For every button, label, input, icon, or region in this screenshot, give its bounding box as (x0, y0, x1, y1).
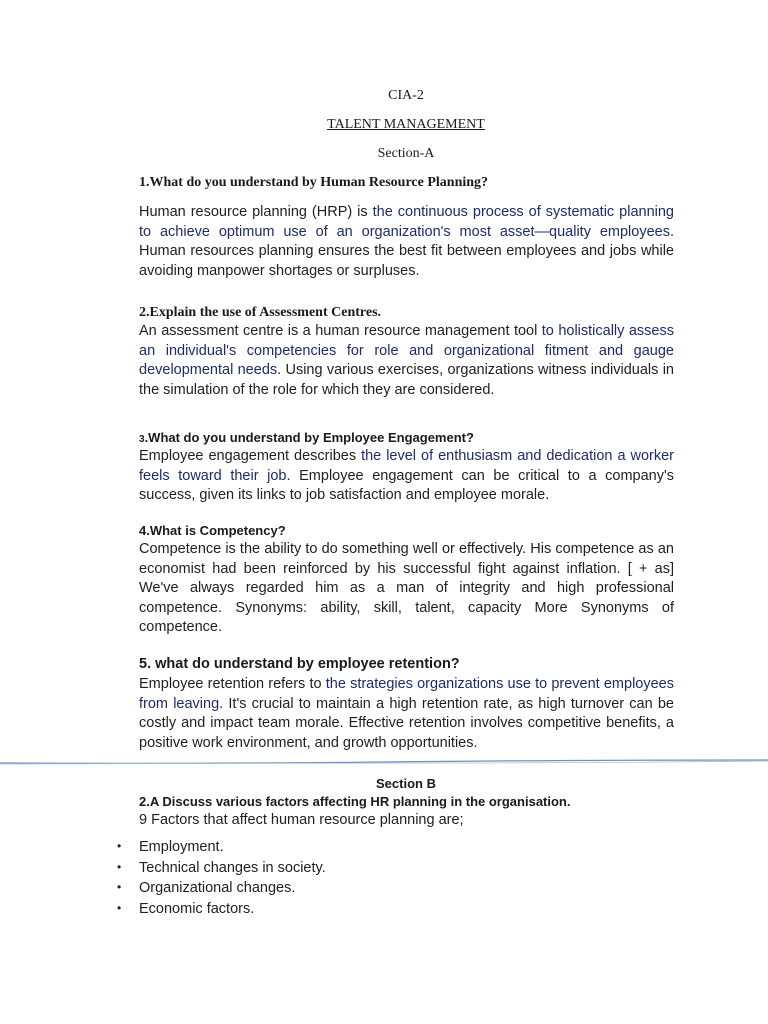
q5-answer (139, 675, 674, 753)
q3-number: 3 (139, 434, 145, 445)
q4-question: 4.What is Competency? (139, 523, 286, 538)
doc-code: CIA-2 (388, 88, 424, 103)
q4-answer: Competence is the ability to do something well or effectively. His competence as an economist had been reinforced by his successful fight against inflation. [ + as] We've always regarded him as a man of integrity and high professional competence. Synonyms: ability, skill, talent, capacity More Synonyms of competence. (139, 541, 674, 635)
list-item (0, 880, 768, 901)
q2-answer-highlight: to holistically assess an individual's competencies for role and organizational fitment and gauge developmental needs (139, 323, 674, 378)
q3-answer-post: . Employee engagement can be critical to a company's success, given its links to job satisfaction and employee morale. (139, 467, 674, 503)
list-item-text: Technical changes in society. (139, 859, 326, 876)
q1-answer-post: . Human resources planning ensures the best fit between employees and jobs while avoiding manpower shortages or surpluses. (139, 223, 674, 279)
q1-answer-highlight: the continuous process of systematic planning to achieve optimum use of an organization's most asset—quality employees (139, 204, 674, 240)
q1-answer-pre: Human resource planning (HRP) is (139, 204, 373, 220)
list-item-text: Organizational changes. (139, 880, 296, 896)
q3-answer (139, 447, 674, 506)
q2-answer-post: . Using various exercises, organizations witness individuals in the simulation of the role for which they are considered. (139, 362, 675, 398)
q2-answer (139, 322, 674, 400)
q2-question: 2.Explain the use of Assessment Centres. (139, 305, 382, 320)
section-b-heading: Section B (376, 776, 436, 791)
list-item-text: Economic factors. (139, 900, 255, 917)
section-b-intro: 9 Factors that affect human resource planning are; (139, 812, 464, 828)
q5-question: 5. what do understand by employee retention? (139, 656, 460, 672)
list-item (0, 839, 768, 860)
q3-question (139, 430, 674, 445)
doc-title: TALENT MANAGEMENT (327, 117, 485, 132)
q3-answer-highlight: the level of enthusiasm and dedication a worker feels toward their job (139, 448, 674, 484)
q1-question: 1.What do you understand by Human Resource Planning? (139, 175, 489, 190)
q3-question-text: .What do you understand by Employee Engagement? (144, 430, 474, 445)
list-item (0, 901, 768, 922)
factors-list (0, 839, 768, 921)
q1-answer (139, 203, 674, 281)
q3-answer-pre: Employee engagement describes (139, 448, 362, 464)
section-a-heading: Section-A (377, 146, 435, 161)
bullet-symbol: • (117, 859, 122, 874)
section-b-question: 2.A Discuss various factors affecting HR planning in the organisation. (139, 794, 571, 809)
page-divider (0, 758, 768, 766)
q2-answer-pre: An assessment centre is a human resource management tool (139, 323, 542, 339)
q5-answer-post: . It's crucial to maintain a high retention rate, as high turnover can be costly and impact team morale. Effective retention involves competitive benefits, a positive work environment, and growth opportunities. (139, 695, 674, 751)
list-item (0, 860, 768, 881)
list-item-text: Employment. (139, 839, 224, 855)
bullet-symbol: • (117, 900, 122, 915)
q5-answer-highlight: the strategies organizations use to prevent employees from leaving (139, 676, 674, 712)
bullet-symbol: • (117, 839, 122, 853)
q5-answer-pre: Employee retention refers to (139, 676, 326, 692)
bullet-symbol: • (117, 880, 122, 894)
